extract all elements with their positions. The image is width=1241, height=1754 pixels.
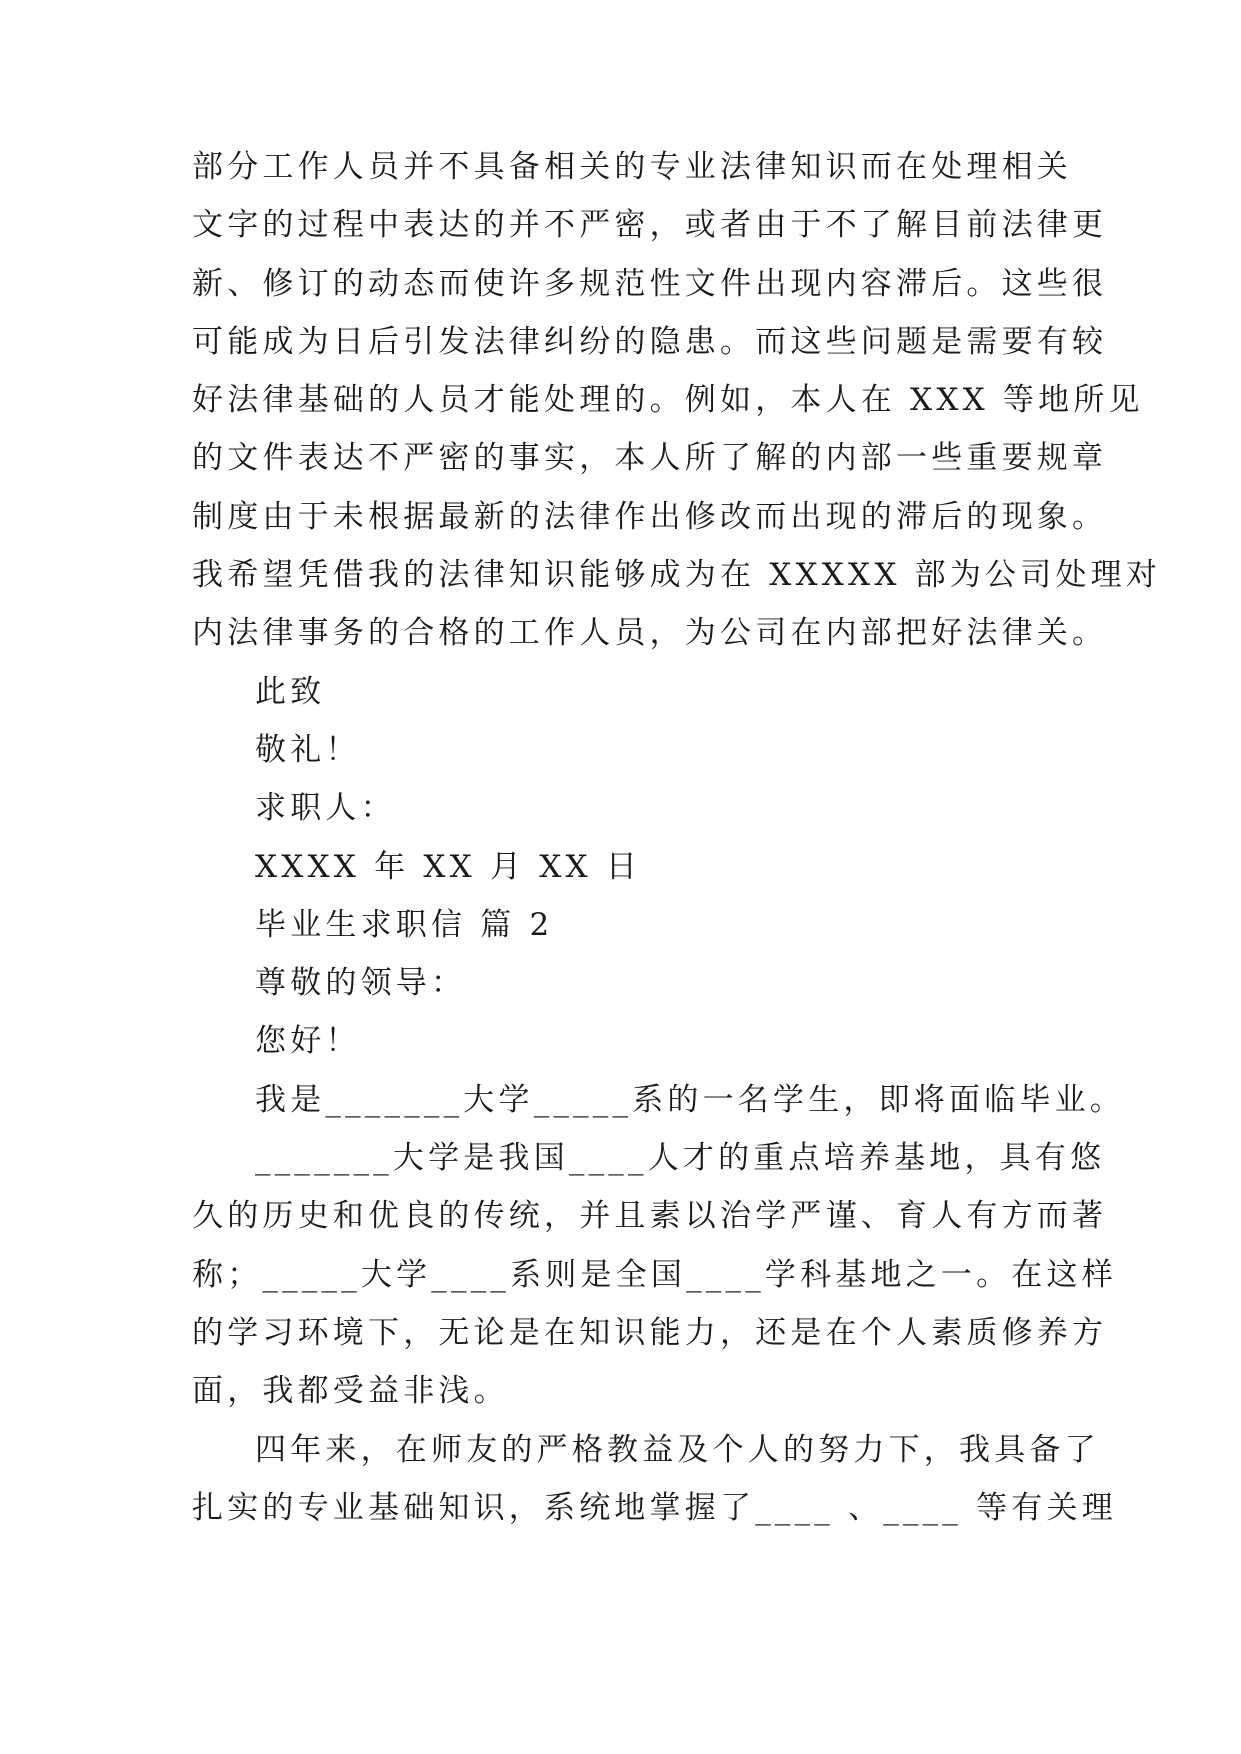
text-line: XXXX 年 XX 月 XX 日 [255, 848, 642, 885]
text-line: 久的历史和优良的传统，并且素以治学严谨、育人有方而著 [192, 1198, 1108, 1235]
text-line: 此致 [255, 673, 326, 710]
text-line: 好法律基础的人员才能处理的。例如，本人在 XXX 等地所见 [192, 382, 1144, 419]
text-line: 毕业生求职信 篇 2 [255, 906, 554, 943]
text-line: 敬礼！ [255, 731, 361, 768]
text-line: 我是_______大学_____系的一名学生，即将面临毕业。 [255, 1081, 1125, 1118]
text-line: 扎实的专业基础知识，系统地掌握了____ 、____ 等有关理 [192, 1489, 1117, 1526]
text-line: 内法律事务的合格的工作人员，为公司在内部把好法律关。 [192, 615, 1108, 652]
text-line: 求职人： [255, 790, 396, 827]
text-line: 制度由于未根据最新的法律作出修改而出现的滞后的现象。 [192, 498, 1108, 535]
text-line: 的学习环境下，无论是在知识能力，还是在个人素质修养方 [192, 1314, 1108, 1351]
text-line: 的文件表达不严密的事实，本人所了解的内部一些重要规章 [192, 440, 1108, 477]
document-body [192, 138, 1162, 1537]
text-line: 尊敬的领导： [255, 965, 467, 1002]
text-line: 面，我都受益非浅。 [192, 1373, 509, 1410]
text-line: 称；_____大学____系则是全国____学科基地之一。在这样 [192, 1256, 1117, 1293]
text-line: 四年来，在师友的严格教益及个人的努力下，我具备了 [255, 1431, 1100, 1468]
text-line: 我希望凭借我的法律知识能够成为在 XXXXX 部为公司处理对 [192, 557, 1162, 594]
text-line: 文字的过程中表达的并不严密，或者由于不了解目前法律更 [192, 207, 1108, 244]
text-line: 部分工作人员并不具备相关的专业法律知识而在处理相关 [192, 149, 1072, 185]
text-line: 新、修订的动态而使许多规范性文件出现内容滞后。这些很 [192, 265, 1108, 302]
text-line: 您好！ [255, 1023, 361, 1060]
text-line: _______大学是我国____人才的重点培养基地，具有悠 [255, 1140, 1106, 1177]
text-line: 可能成为日后引发法律纠纷的隐患。而这些问题是需要有较 [192, 323, 1108, 360]
